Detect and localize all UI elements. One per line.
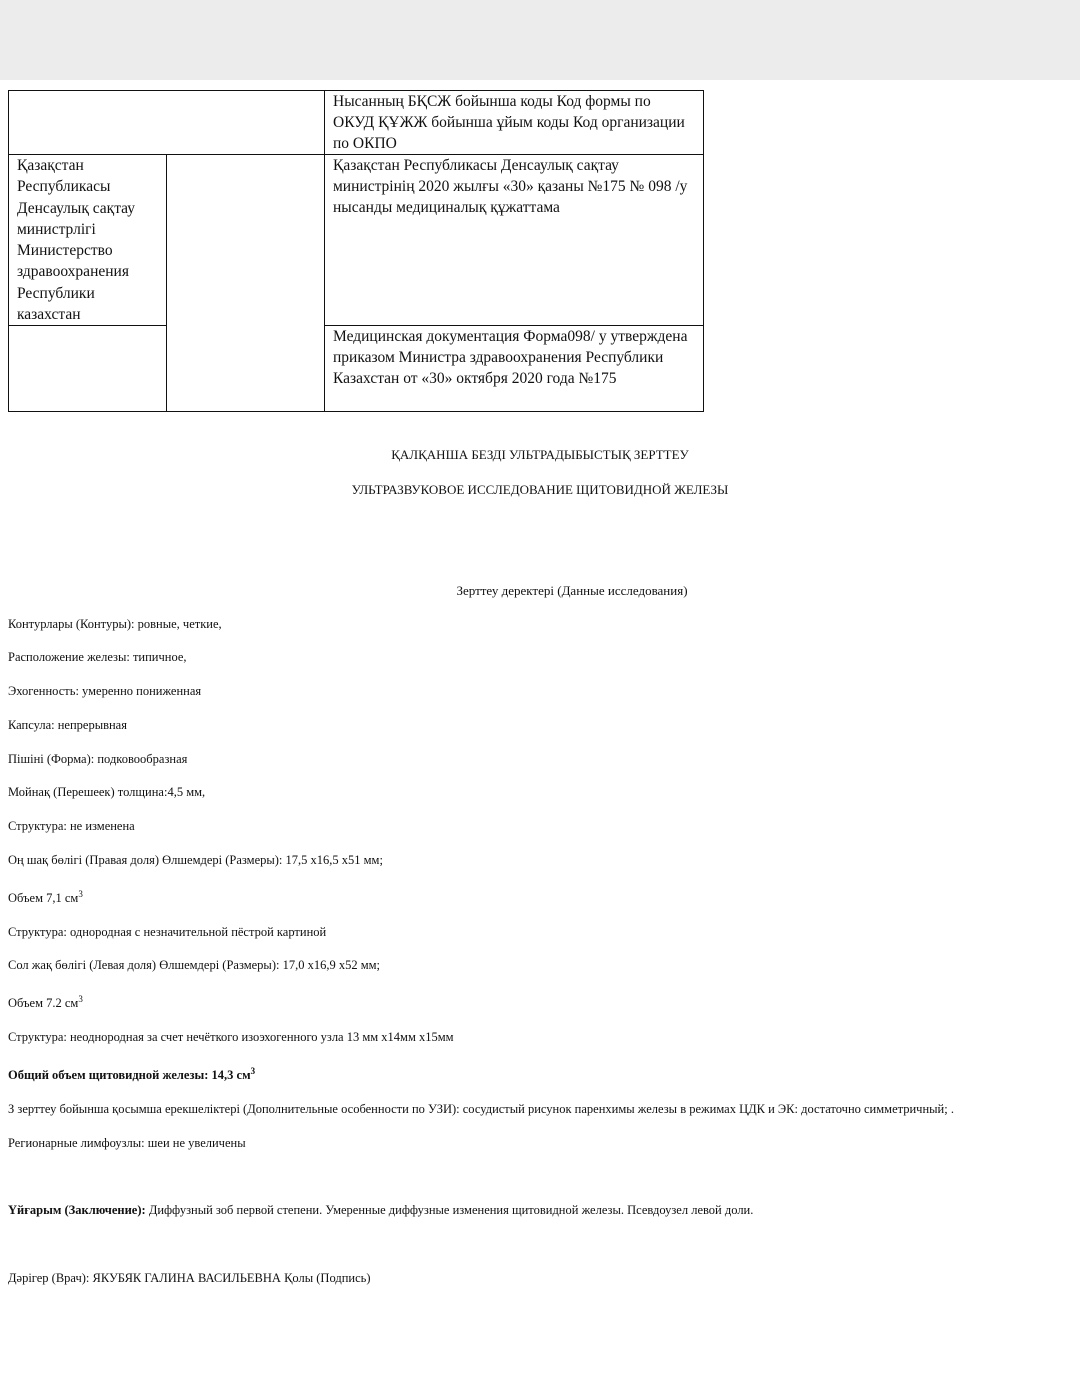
title-kz: ҚАЛҚАНША БЕЗДІ УЛЬТРАДЫБЫСТЫҚ ЗЕРТТЕУ: [391, 447, 689, 462]
location-line: Расположение железы: типичное,: [8, 650, 187, 664]
conclusion-text: Диффузный зоб первой степени. Умеренные диффузные изменения щитовидной железы. Псевдоузел левой доли.: [145, 1203, 754, 1217]
unit-exponent: 3: [78, 994, 83, 1004]
contours-line: Контурлары (Контуры): ровные, четкие,: [8, 617, 222, 631]
isthmus-line: Мойнақ (Перешеек) толщина:4,5 мм,: [8, 785, 206, 799]
right-volume-text: Объем 7,1 см: [8, 891, 79, 906]
conclusion-label: Үйғарым (Заключение):: [8, 1203, 146, 1217]
left-volume-line: [8, 994, 83, 1011]
okud-code-cell: Нысанның БҚСЖ бойынша коды Код формы по ОКУД ҚҰЖЖ бойынша ұйым коды Код организации по ОКПО: [325, 91, 704, 155]
total-volume-label: Общий объем щитовидной железы:: [8, 1068, 209, 1083]
form-header-table: [8, 90, 704, 412]
left-volume-text: Объем 7.2 см: [8, 996, 79, 1011]
data-heading: Зерттеу деректері (Данные исследования): [456, 583, 688, 598]
unit-exponent: 3: [78, 889, 83, 899]
capsule-line: Капсула: непрерывная: [8, 718, 127, 732]
right-lobe-line: Оң шақ бөлігі (Правая доля) Өлшемдері (Размеры): 17,5 х16,5 х51 мм;: [8, 853, 383, 867]
total-volume-value: 14,3 см: [208, 1068, 251, 1083]
doctor-signature-line: Дәрігер (Врач): ЯКУБЯК ГАЛИНА ВАСИЛЬЕВНА Қолы (Подпись): [8, 1271, 371, 1285]
structure-line: Структура: не изменена: [8, 819, 135, 833]
unit-exponent: 3: [250, 1066, 256, 1076]
shape-line: Пішіні (Форма): подковообразная: [8, 752, 188, 766]
order-kz-cell: Қазақстан Республикасы Денсаулық сақтау министрінің 2020 жылғы «30» қазаны №175 № 098 /у нысанды медициналық құжаттама: [325, 155, 704, 326]
additional-features-line: З зерттеу бойынша қосымша ерекшеліктері (Дополнительные особенности по УЗИ): сосудистый рисунок паренхимы железы в режимах ЦДК и ЭК: достаточно симметричный; .: [8, 1102, 954, 1116]
lymph-nodes-line: Регионарные лимфоузлы: шеи не увеличены: [8, 1136, 246, 1150]
right-structure-line: Структура: однородная с незначительной пёстрой картиной: [8, 925, 327, 939]
right-volume-line: [8, 889, 83, 906]
title-ru: УЛЬТРАЗВУКОВОЕ ИССЛЕДОВАНИЕ ЩИТОВИДНОЙ ЖЕЛЕЗЫ: [351, 482, 729, 497]
order-ru-cell: Медицинская документация Форма098/ у утверждена приказом Министра здравоохранения Республики Казахстан от «30» октября 2020 года №175: [325, 326, 704, 412]
left-lobe-line: Сол жақ бөлігі (Левая доля) Өлшемдері (Размеры): 17,0 х16,9 х52 мм;: [8, 958, 381, 972]
echogenicity-line: Эхогенность: умеренно пониженная: [8, 684, 202, 698]
conclusion-line: [8, 1203, 753, 1218]
total-volume-line: [8, 1066, 255, 1083]
left-structure-line: Структура: неоднородная за счет нечёткого изоэхогенного узла 13 мм х14мм х15мм: [8, 1030, 454, 1044]
empty-header-cell: [9, 91, 325, 155]
blank-middle-cell: [167, 155, 325, 412]
ministry-cell: Қазақстан Республикасы Денсаулық сақтау министрлігі Министерство здравоохранения Республики казахстан: [9, 155, 167, 326]
top-toolbar-area: [0, 0, 1080, 80]
blank-left-cell: [9, 326, 167, 412]
